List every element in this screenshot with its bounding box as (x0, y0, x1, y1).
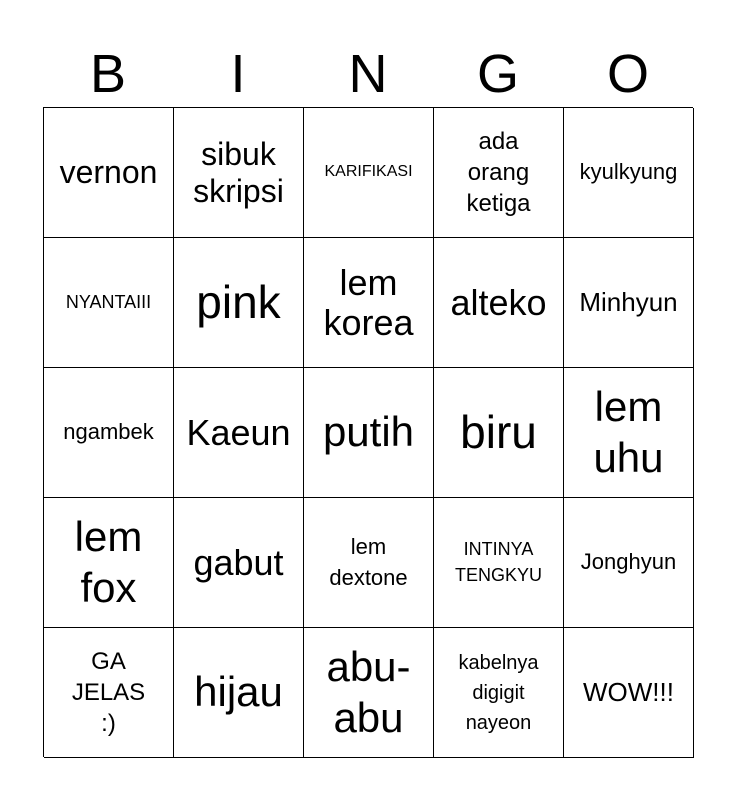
bingo-cell-r4c2[interactable] (174, 498, 304, 628)
bingo-cell-r2c5[interactable] (564, 238, 694, 368)
cell-label: alteko (450, 281, 547, 323)
bingo-cell-r2c1[interactable] (44, 238, 174, 368)
cell-label: ada orang ketiga (466, 127, 531, 218)
bingo-cell-r3c5[interactable] (564, 368, 694, 498)
bingo-cell-r5c3[interactable] (304, 628, 434, 758)
cell-label: abu-abu (326, 643, 411, 741)
header-letter-o: O (606, 44, 649, 104)
bingo-cell-r3c3[interactable] (304, 368, 434, 498)
bingo-board (43, 107, 693, 757)
bingo-cell-r4c1[interactable] (44, 498, 174, 628)
bingo-cell-r5c2[interactable] (174, 628, 304, 758)
bingo-cell-r1c3[interactable] (304, 108, 434, 238)
cell-label: kyulkyung (579, 159, 678, 185)
cell-label: lem fox (74, 513, 143, 611)
header-letter-g: G (476, 44, 519, 104)
cell-label: NYANTAIII (65, 292, 152, 313)
cell-label: hijau (194, 668, 283, 716)
cell-label: biru (460, 405, 537, 458)
cell-label: Minhyun (579, 286, 678, 317)
cell-label: lem uhu (593, 383, 664, 481)
bingo-cell-r2c2[interactable] (174, 238, 304, 368)
cell-label: INTINYA TENGKYU (454, 539, 542, 585)
bingo-cell-r4c5[interactable] (564, 498, 694, 628)
cell-label: gabut (193, 541, 284, 583)
cell-label: Kaeun (186, 411, 291, 453)
cell-label: vernon (59, 154, 158, 191)
bingo-cell-r4c4[interactable] (434, 498, 564, 628)
bingo-cell-r1c1[interactable] (44, 108, 174, 238)
cell-label: Jonghyun (580, 549, 677, 575)
bingo-cell-r5c1[interactable] (44, 628, 174, 758)
cell-label: ngambek (63, 419, 154, 445)
cell-label: pink (196, 275, 281, 328)
bingo-cell-r3c2[interactable] (174, 368, 304, 498)
bingo-cell-r5c5[interactable] (564, 628, 694, 758)
bingo-cell-r1c2[interactable] (174, 108, 304, 238)
cell-label: GA JELAS :) (71, 647, 146, 738)
bingo-cell-r1c4[interactable] (434, 108, 564, 238)
cell-label: lem korea (323, 261, 414, 343)
header-letter-b: B (89, 44, 127, 104)
header-letter-n: N (348, 44, 388, 104)
cell-label: WOW!!! (583, 676, 674, 707)
cell-label: lem dextone (329, 533, 408, 590)
cell-label: putih (322, 408, 415, 456)
cell-label: sibuk skripsi (193, 135, 284, 209)
bingo-cell-r3c4[interactable] (434, 368, 564, 498)
cell-label: kabelnya digigit nayeon (458, 651, 539, 734)
bingo-cell-r2c3[interactable] (304, 238, 434, 368)
bingo-cell-r5c4[interactable] (434, 628, 564, 758)
bingo-cell-r2c4[interactable] (434, 238, 564, 368)
bingo-cell-r1c5[interactable] (564, 108, 694, 238)
bingo-header (43, 40, 693, 108)
cell-label: KARIFIKASI (324, 163, 413, 181)
bingo-cell-r4c3[interactable] (304, 498, 434, 628)
bingo-cell-r3c1[interactable] (44, 368, 174, 498)
header-letter-i: I (230, 44, 246, 104)
